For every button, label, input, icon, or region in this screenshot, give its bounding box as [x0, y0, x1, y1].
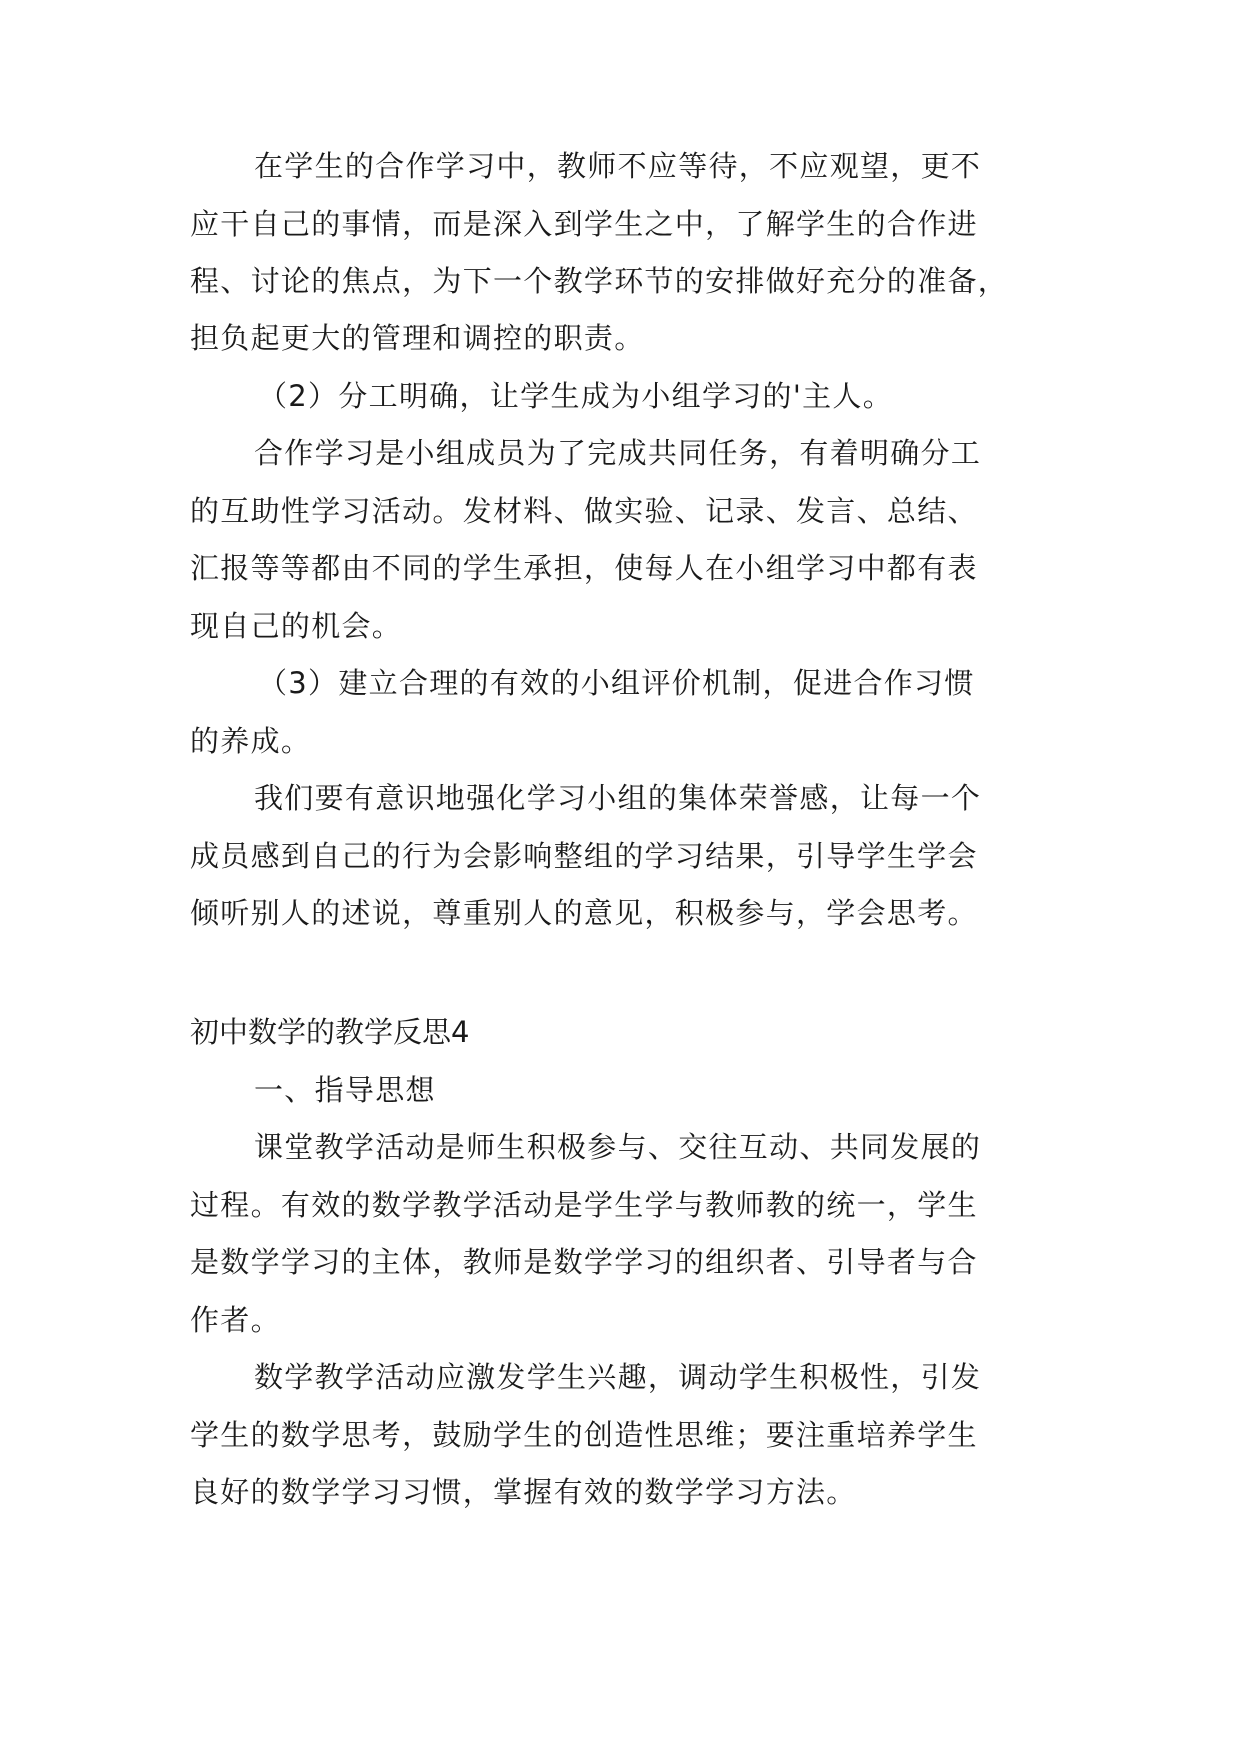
paragraph-line: 的养成。 — [190, 724, 312, 758]
paragraph-line: 数学教学活动应激发学生兴趣，调动学生积极性，引发 — [254, 1360, 982, 1394]
paragraph-line: 学生的数学思考，鼓励学生的创造性思维；要注重培养学生 — [190, 1418, 978, 1452]
paragraph-line: 是数学学习的主体，教师是数学学习的组织者、引导者与合 — [190, 1245, 978, 1279]
subsection-heading: 一、指导思想 — [254, 1073, 436, 1107]
paragraph-line: 的互助性学习活动。发材料、做实验、记录、发言、总结、 — [190, 494, 978, 528]
list-item-heading: （3）建立合理的有效的小组评价机制，促进合作习惯 — [258, 666, 975, 700]
paragraph-line: 担负起更大的管理和调控的职责。 — [190, 321, 645, 355]
paragraph-line: 应干自己的事情，而是深入到学生之中，了解学生的合作进 — [190, 207, 978, 241]
paragraph-line: 课堂教学活动是师生积极参与、交往互动、共同发展的 — [254, 1130, 982, 1164]
paragraph-line: 合作学习是小组成员为了完成共同任务，有着明确分工 — [254, 436, 982, 470]
paragraph-line: 良好的数学学习习惯，掌握有效的数学学习方法。 — [190, 1475, 857, 1509]
paragraph-line: 作者。 — [190, 1303, 281, 1337]
paragraph-line: 成员感到自己的行为会影响整组的学习结果，引导学生学会 — [190, 839, 978, 873]
list-item-heading: （2）分工明确，让学生成为小组学习的'主人。 — [258, 379, 894, 413]
paragraph-line: 我们要有意识地强化学习小组的集体荣誉感，让每一个 — [254, 781, 982, 815]
paragraph-line: 程、讨论的焦点，为下一个教学环节的安排做好充分的准备， — [190, 264, 1009, 298]
paragraph-line: 在学生的合作学习中，教师不应等待，不应观望，更不 — [254, 149, 982, 183]
paragraph-line: 汇报等等都由不同的学生承担，使每人在小组学习中都有表 — [190, 551, 978, 585]
paragraph-line: 过程。有效的数学教学活动是学生学与教师教的统一，学生 — [190, 1188, 978, 1222]
paragraph-line: 倾听别人的述说，尊重别人的意见，积极参与，学会思考。 — [190, 896, 978, 930]
paragraph-line: 现自己的机会。 — [190, 609, 403, 643]
section-title: 初中数学的教学反思4 — [190, 1015, 470, 1049]
